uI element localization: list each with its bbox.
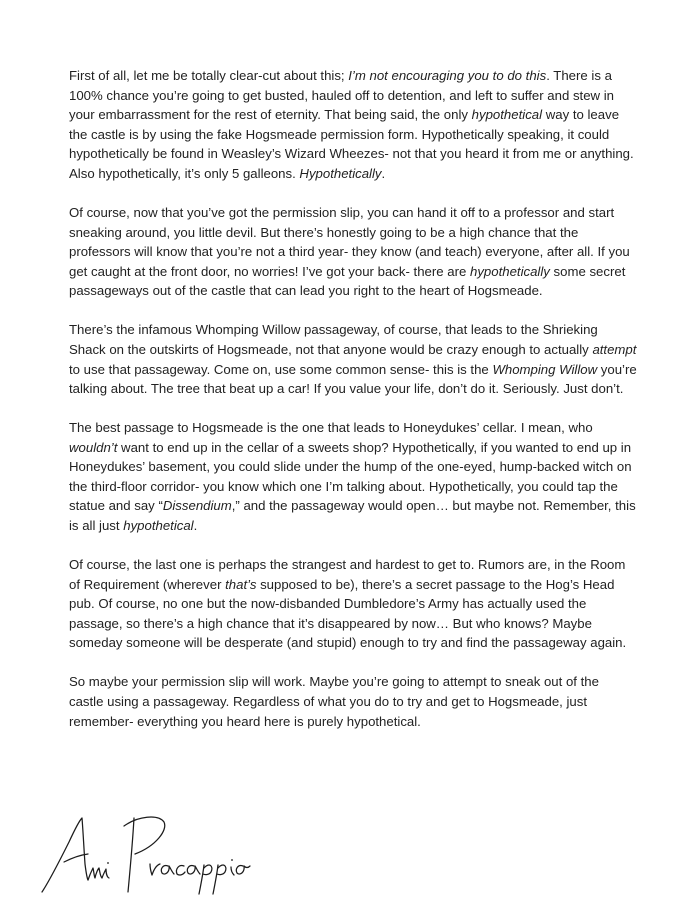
letter-paragraph [69,555,637,653]
text-run: supposed to be), there’s a secret passage to the Hog’s Head pub. Of course, no one but the now-disbanded Dumbledore’s Army has actually used the passage, so there’s a high chance that it’s disappeared by now… But who knows? Maybe someday someone will be desperate (and stupid) enough to try and find the passageway again. [69,576,627,651]
italic-text-run: hypothetically [469,263,550,279]
text-run: The best passage to Hogsmeade is the one that leads to Honeydukes’ cellar. I mean, who [69,420,593,436]
letter-paragraph [69,320,637,398]
text-run: you’re talking about. The tree that beat up a car! If you value your life, don’t do it. Seriously. Just don’t. [69,361,637,397]
text-run: Of course, the last one is perhaps the strangest and hardest to get to. Rumors are, in the Room of Requirement (wherever [69,557,626,592]
handwritten-signature [38,808,253,896]
letter-paragraph [69,672,637,731]
text-run: way to leave the castle is by using the fake Hogsmeade permission form. Hypothetically speaking, it could hypothetically be found in Weasley’s Wizard Wheezes- not that you heard it from me or anything. Also hypothetically, it’s only 5 galleons. [69,107,634,181]
italic-text-run: attempt [592,341,637,357]
text-run: . [193,518,198,534]
text-run: There’s the infamous Whomping Willow passageway, of course, that leads to the Shrieking Shack on the outskirts of Hogsmeade, not that anyone would be crazy enough to actually [69,322,598,357]
text-run: want to end up in the cellar of a sweets shop? Hypothetically, if you wanted to end up in Honeydukes’ basement, you could slide under the hump of the one-eyed, hump-backed witch on the third-floor corridor- you know which one I’m talking about. Hypothetically, you could tap the statue and say “ [69,439,632,514]
text-run: Of course, now that you’ve got the permission slip, you can hand it off to a professor and start sneaking around, you little devil. But there’s honestly going to be a high chance that the professors will know that you’re not a third year- they know (and teach) everyone, after all. If you get caught at the front door, no worries! I’ve got your back- there are [69,204,630,279]
italic-text-run: hypothetical [123,518,194,534]
text-run: to use that passageway. Come on, use some common sense- this is the [69,361,493,377]
text-run: . [381,165,386,181]
letter-paragraph [69,66,637,184]
italic-text-run: Dissendium [162,498,232,514]
italic-text-run: Whomping Willow [492,361,598,377]
text-run: . There is a 100% chance you’re going to get busted, hauled off to detention, and left to suffer and stew in your embarrassment for the rest of eternity. That being said, the only [69,68,614,123]
text-run: ,” and the passageway would open… but maybe not. Remember, this is all just [69,498,636,534]
italic-text-run: wouldn’t [69,439,118,455]
italic-text-run: Hypothetically [299,165,382,181]
letter-paragraph [69,418,637,536]
letter-paragraph [69,203,637,301]
text-run: some secret passageways out of the castle that can lead you right to the heart of Hogsmeade. [69,263,626,299]
letter-body [69,66,637,731]
italic-text-run: I’m not encouraging you to do this [348,68,547,83]
italic-text-run: that’s [225,576,257,592]
italic-text-run: hypothetical [471,107,543,123]
text-run: So maybe your permission slip will work. Maybe you’re going to attempt to sneak out of the castle using a passageway. Regardless of what you do to try and get to Hogsmeade, just remember- everything you heard here is purely hypothetical. [69,674,599,729]
text-run: First of all, let me be totally clear-cut about this; [69,68,349,83]
